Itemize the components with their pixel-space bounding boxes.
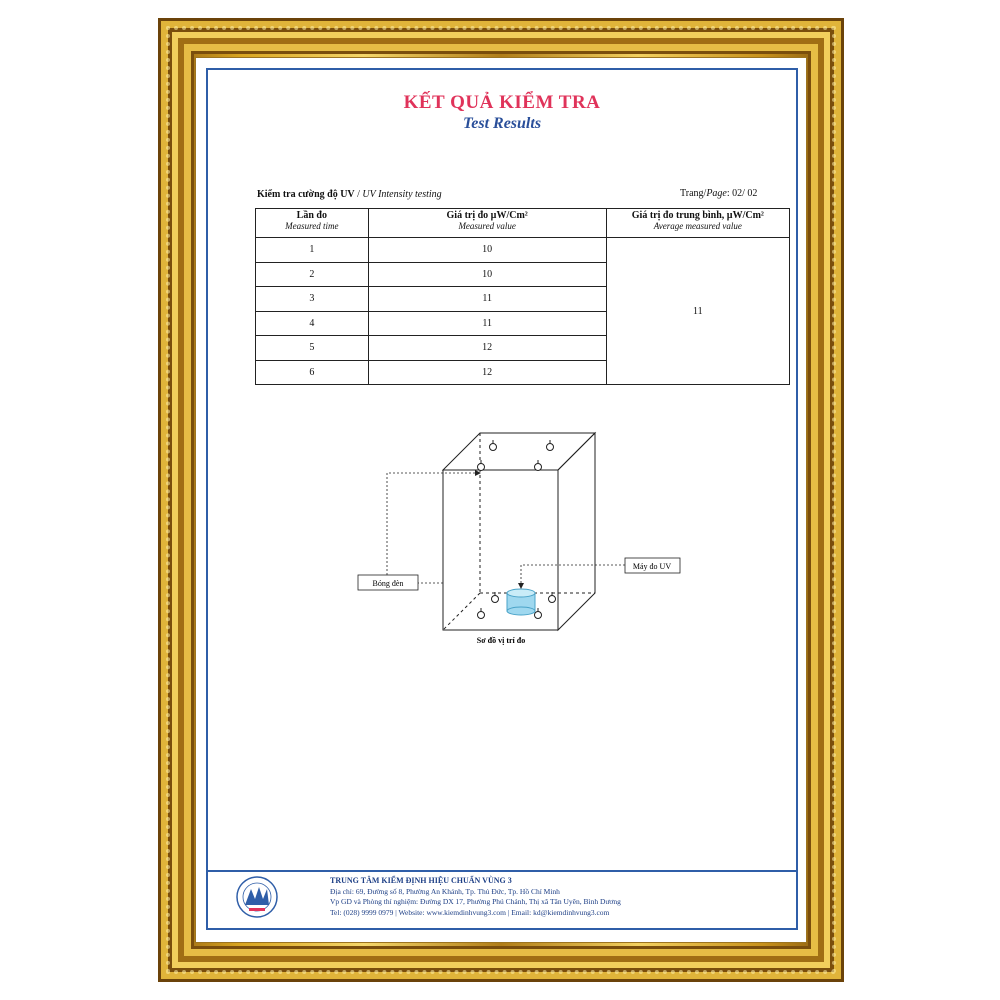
bulb-icon: [535, 608, 542, 619]
header-measured-time: [256, 209, 369, 238]
cell-value: 12: [368, 336, 606, 361]
lamp-label: Bóng đèn: [372, 579, 404, 588]
bulb-icon: [478, 608, 485, 619]
header-measured-value: [368, 209, 606, 238]
section-label-vn: Kiểm tra cường độ UV: [257, 189, 355, 200]
cell-time: 3: [256, 287, 369, 312]
footer-office: Vp GD và Phòng thí nghiệm: Đường DX 17, Phường Phú Chánh, Thị xã Tân Uyên, Bình Dương: [330, 897, 621, 906]
cell-value: 12: [368, 360, 606, 385]
top-lamps: [478, 440, 554, 471]
section-separator: /: [354, 189, 363, 200]
arrow-head-icon: [518, 583, 524, 589]
header-en: Measured time: [285, 221, 339, 231]
cell-time: 2: [256, 262, 369, 287]
box-right-face: [558, 433, 595, 630]
bulb-icon: [549, 592, 556, 603]
meter-label: Máy đo UV: [632, 562, 672, 571]
cell-value: 11: [368, 287, 606, 312]
title-english: Test Results: [462, 115, 542, 132]
diagram-caption: Sơ đồ vị trí đo: [476, 636, 526, 645]
cell-time: 5: [256, 336, 369, 361]
footer-divider: [206, 870, 798, 872]
bulb-icon: [535, 460, 542, 471]
header-en: Measured value: [458, 221, 516, 231]
uv-meter-icon: [507, 589, 535, 615]
title-vietnamese: KẾT QUẢ KIỂM TRA: [403, 92, 601, 113]
cell-average: 11: [606, 238, 789, 385]
page-number: [680, 188, 757, 199]
measurement-position-diagram: [350, 425, 690, 655]
cell-value: 10: [368, 238, 606, 263]
bulb-icon: [492, 592, 499, 603]
footer-contact: Tel: (028) 9999 0979 | Website: www.kiemdinhvung3.com | Email: kd@kiemdinhvung3.com: [330, 907, 610, 917]
header-vn: Lần đo: [296, 210, 327, 221]
cell-time: 4: [256, 311, 369, 336]
footer-org-name: TRUNG TÂM KIỂM ĐỊNH HIỆU CHUẨN VÙNG 3: [330, 876, 512, 885]
cell-time: 1: [256, 238, 369, 263]
results-table: [255, 208, 790, 385]
header-vn: Giá trị đo µW/Cm²: [446, 210, 528, 221]
cell-value: 10: [368, 262, 606, 287]
bulb-icon: [478, 460, 485, 471]
cell-value: 11: [368, 311, 606, 336]
bulb-icon: [547, 440, 554, 451]
header-vn: Giá trị đo trung bình, µW/Cm²: [631, 210, 764, 221]
header-en: Average measured value: [653, 221, 742, 231]
box-front-face: [443, 470, 558, 630]
section-heading: [257, 189, 442, 200]
header-average-value: [606, 209, 789, 238]
cell-time: 6: [256, 360, 369, 385]
table-header-row: [256, 209, 790, 238]
section-label-en: UV Intensity testing: [362, 189, 442, 200]
callout-lines: [387, 473, 625, 585]
page-value: : 02/ 02: [726, 188, 758, 199]
box-top-face: [443, 433, 595, 470]
organization-seal-icon: [235, 875, 279, 919]
bulb-icon: [490, 440, 497, 451]
page-label: Trang/: [680, 188, 707, 199]
footer-address: Địa chỉ: 69, Đường số 8, Phường An Khánh, Tp. Thủ Đức, Tp. Hồ Chí Minh: [330, 886, 560, 896]
table-row: [256, 238, 790, 263]
page-label-en: Page: [706, 188, 727, 199]
footer-contact-info: [330, 876, 621, 918]
